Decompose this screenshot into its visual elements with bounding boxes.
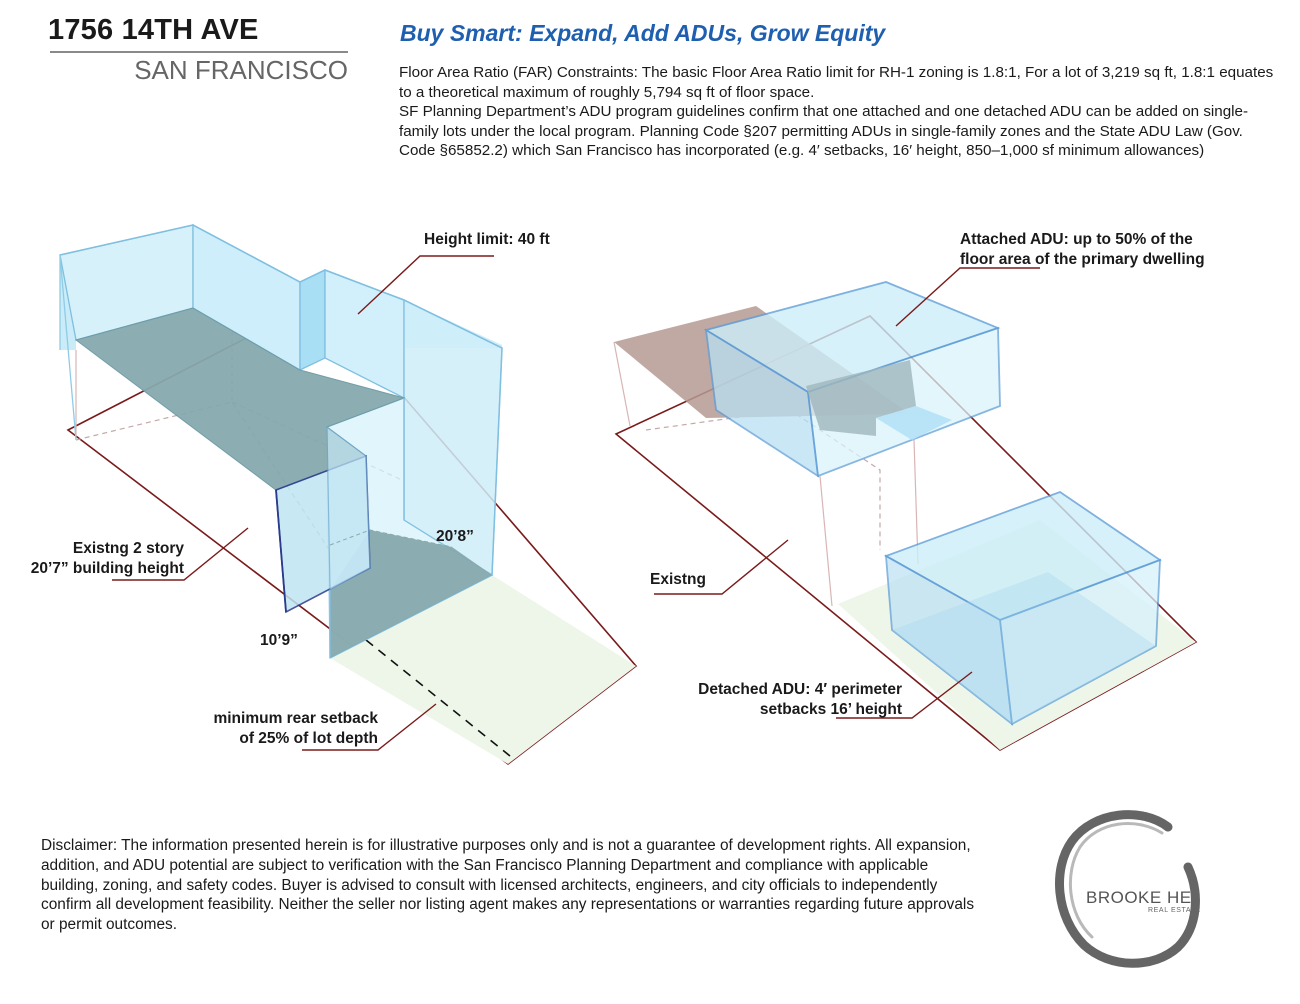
existing-building-label-line1: Existng 2 story [72, 540, 184, 557]
detached-adu-label-line1: Detached ADU: 4′ perimeter [698, 681, 902, 698]
detached-adu-label [660, 680, 902, 720]
right-guide-line [820, 476, 832, 606]
rear-setback-label [180, 709, 378, 749]
property-city: SAN FRANCISCO [134, 55, 348, 85]
existing-building-label-line2: 20’7” building height [30, 560, 184, 577]
right-existing-label: Existng [650, 571, 706, 588]
attached-adu-label-line1: Attached ADU: up to 50% of the [960, 231, 1193, 248]
far-constraints-paragraph: Floor Area Ratio (FAR) Constraints: The basic Floor Area Ratio limit for RH-1 zoning is 1.8:1, For a lot of 3,219 sq ft, 1.8:1 equates to a theoretical maximum of roughly 5,794 sq ft of floor space. [399, 64, 1274, 101]
attached-adu-label [960, 230, 1205, 270]
logo-subtitle: REAL ESTATE [1148, 907, 1201, 914]
height-limit-label: Height limit: 40 ft [424, 231, 550, 248]
logo-name: BROOKE HE [1086, 888, 1192, 907]
headline: Buy Smart: Expand, Add ADUs, Grow Equity [400, 20, 886, 46]
detached-adu-label-line2: setbacks 16’ height [759, 701, 902, 718]
adu-guidelines-paragraph: SF Planning Department’s ADU program guidelines confirm that one attached and one detached ADU can be added on single-family lots under the local program. Planning Code §207 permitting ADUs in single-family zones and the State ADU Law (Gov. Code §65852.2) which San Francisco has incorporated (e.g. 4′ setbacks, 16′ height, 850–1,000 sf minimum allowances) [399, 103, 1249, 160]
width-dimension-label: 20’8” [436, 528, 474, 545]
logo-brush-ring-inner [1070, 824, 1162, 937]
depth-dimension-label: 10’9” [260, 632, 298, 649]
left-envelope-right-top [325, 270, 404, 398]
existing-building-label [20, 539, 184, 579]
attached-adu-label-line2: floor area of the primary dwelling [960, 251, 1205, 268]
rear-setback-label-line1: minimum rear setback [213, 710, 378, 727]
disclaimer-text: Disclaimer: The information presented herein is for illustrative purposes only and is not a guarantee of development rights. All expansion, addition, and ADU potential are subject to verification with the San Francisco Planning Department and compliance with applicable building, zoning, and safety codes. Buyer is advised to consult with licensed architects, engineers, and city officials to independently confirm all development feasibility. Neither the seller nor listing agent makes any representations or warranties regarding future approvals or permit outcomes. [41, 837, 975, 934]
property-address: 1756 14TH AVE [48, 14, 259, 46]
left-massing-diagram [60, 225, 636, 764]
right-guide-line [614, 342, 630, 426]
right-massing-diagram [614, 268, 1196, 750]
rear-setback-label-line2: of 25% of lot depth [239, 730, 378, 747]
left-envelope-notch [300, 270, 325, 370]
